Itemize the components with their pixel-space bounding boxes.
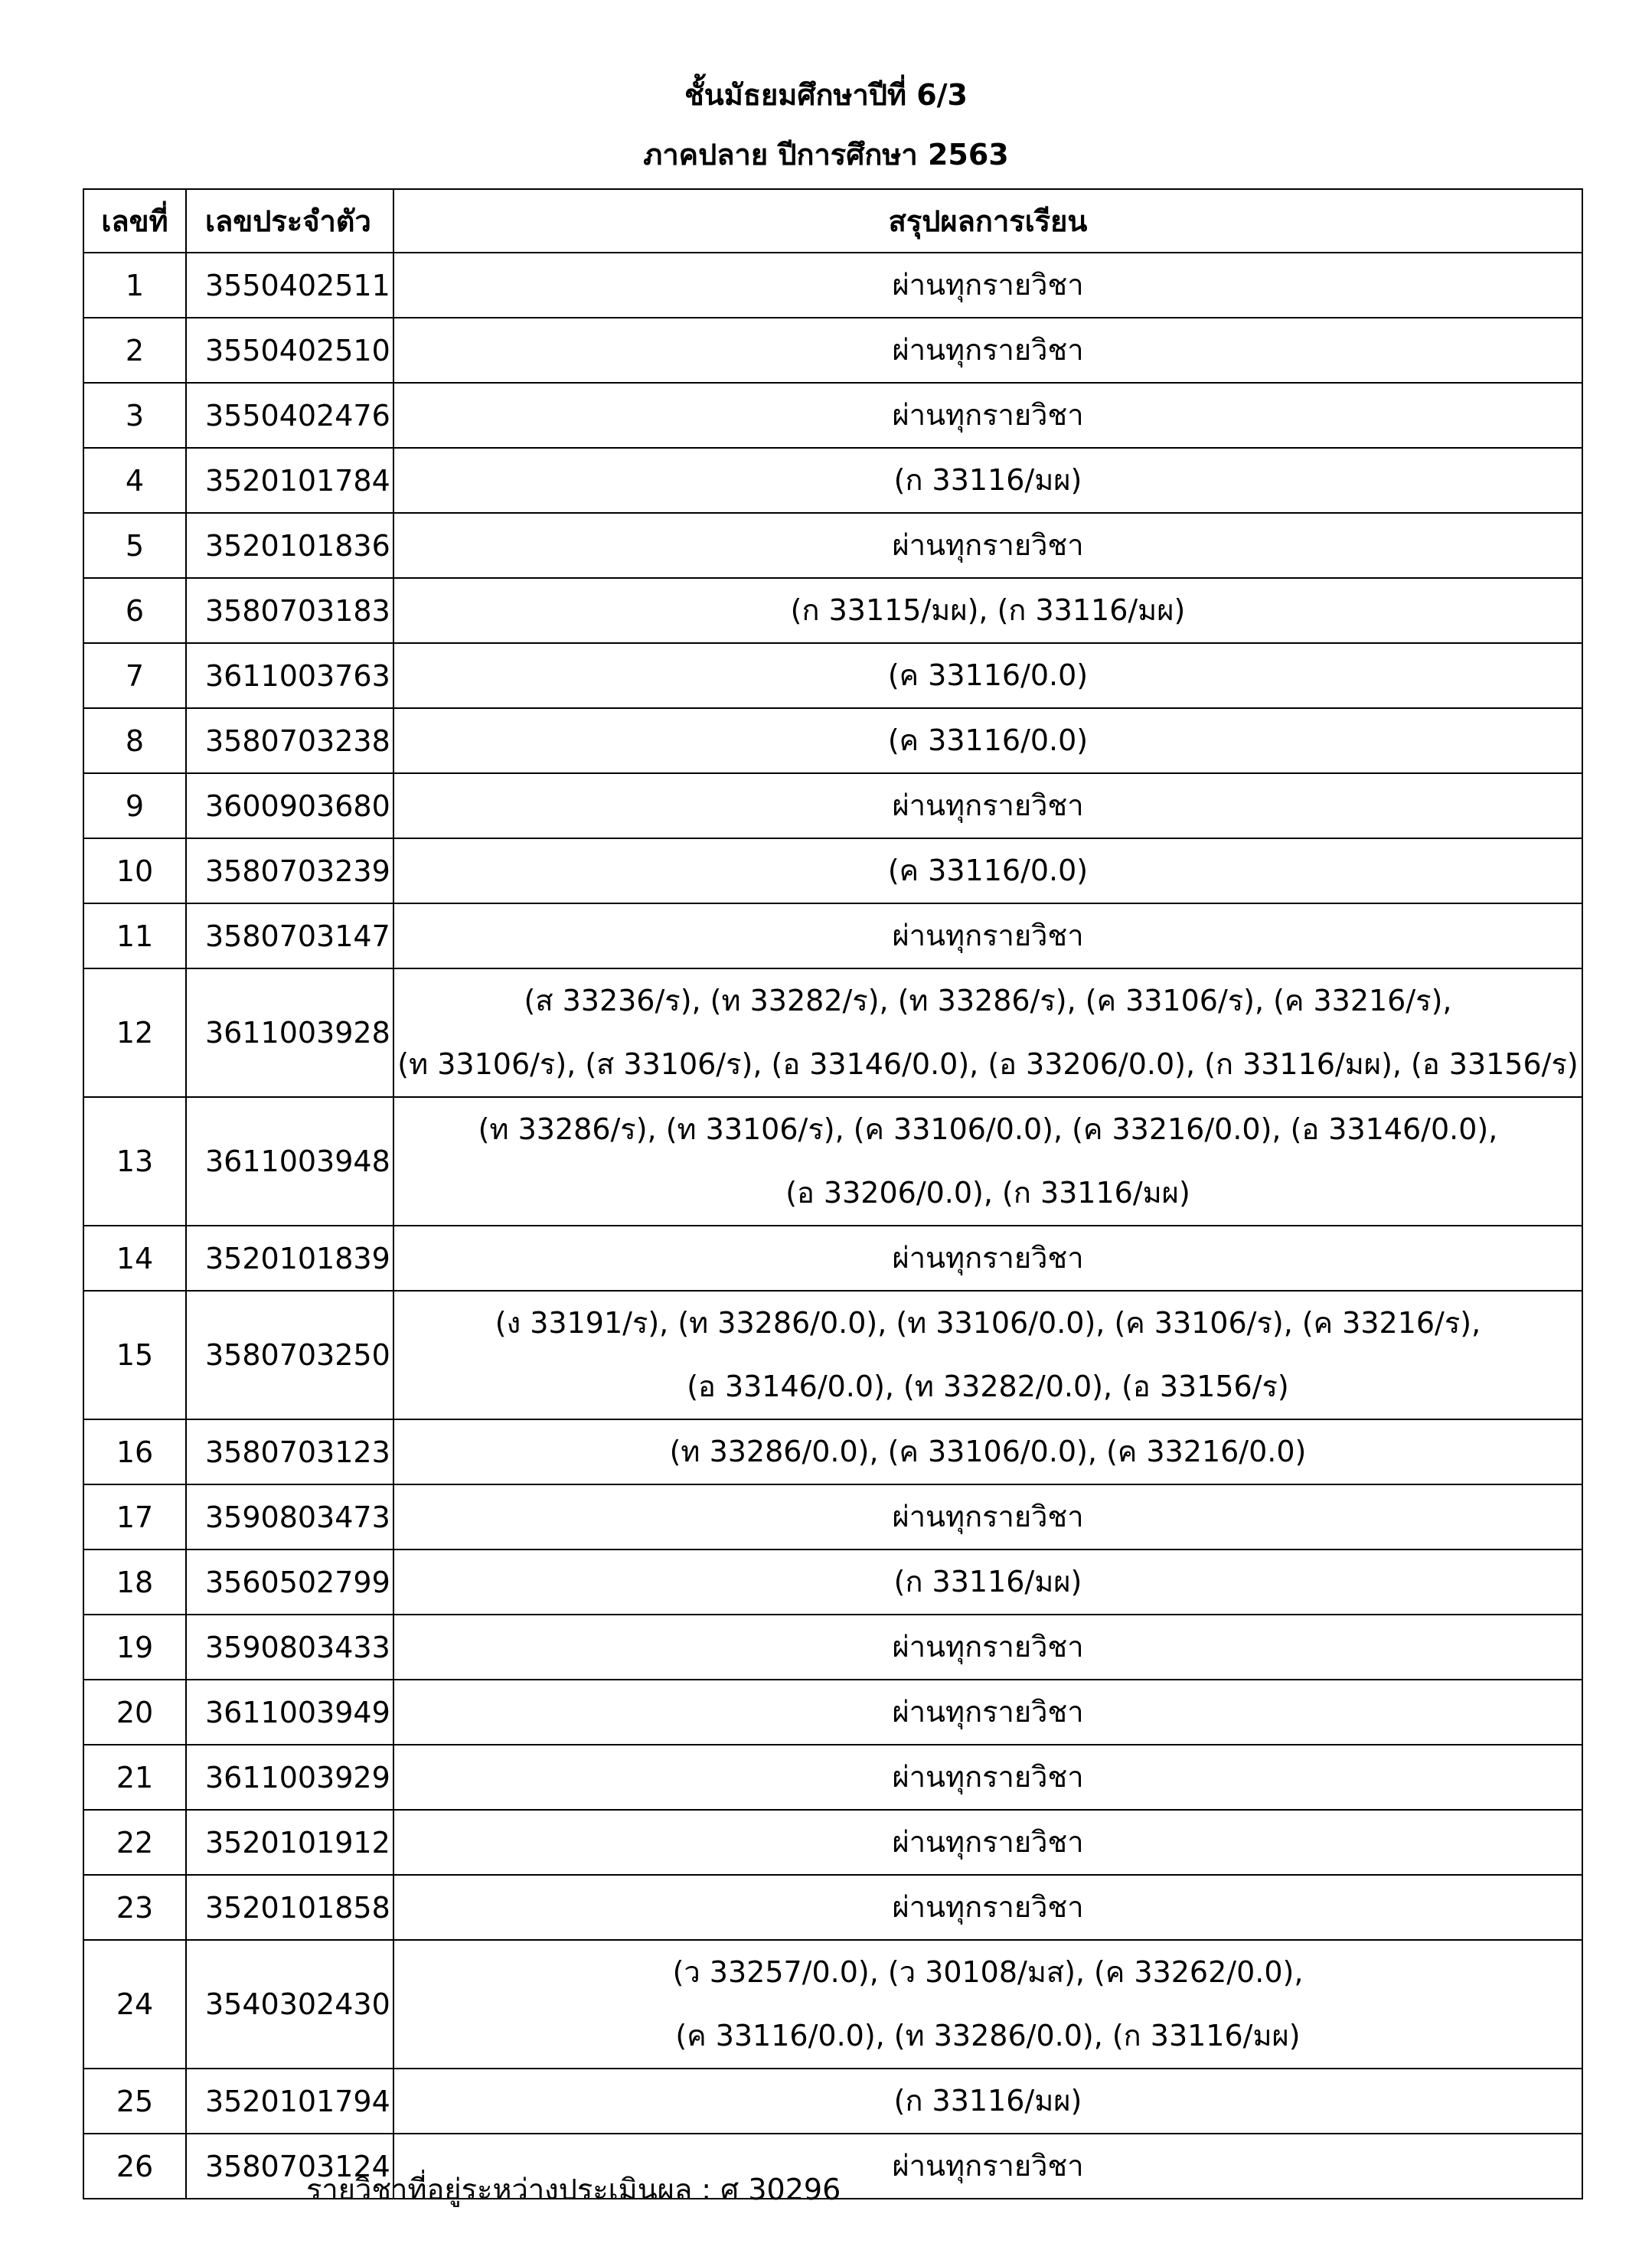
result-summary-cell (393, 1875, 1582, 1940)
student-id-cell: 3520101784 (186, 448, 393, 513)
result-summary-line: (ค 33116/0.0), (ท 33286/0.0), (ก 33116/มผ) (675, 2019, 1301, 2052)
row-number-cell: 5 (83, 513, 186, 578)
row-number-cell: 13 (83, 1097, 186, 1226)
table-row (83, 1549, 1582, 1615)
student-id-cell: 3611003928 (186, 968, 393, 1097)
row-number-cell: 9 (83, 773, 186, 838)
table-row (83, 838, 1582, 903)
student-id-cell: 3580703123 (186, 1419, 393, 1484)
result-summary-cell (393, 253, 1582, 318)
row-number-cell: 26 (83, 2134, 186, 2199)
table-row (83, 1419, 1582, 1484)
column-header-summary: สรุปผลการเรียน (393, 189, 1582, 253)
table-body (83, 253, 1582, 2199)
result-summary-line: (ค 33116/0.0) (887, 658, 1089, 692)
table-row (83, 1875, 1582, 1940)
result-summary-cell (393, 1097, 1582, 1226)
table-row (83, 1291, 1582, 1419)
result-summary-cell (393, 1940, 1582, 2069)
result-summary-cell (393, 708, 1582, 773)
result-summary-cell (393, 838, 1582, 903)
page-subtitle: ภาคปลาย ปีการศึกษา 2563 (643, 138, 1009, 171)
table-row (83, 1226, 1582, 1291)
result-summary-line: ผ่านทุกรายวิชา (892, 2149, 1084, 2183)
result-summary-line: ผ่านทุกรายวิชา (892, 1241, 1084, 1275)
result-summary-line: (ก 33116/มผ) (893, 1565, 1082, 1598)
result-summary-line: ผ่านทุกรายวิชา (892, 919, 1084, 952)
row-number-cell: 11 (83, 903, 186, 968)
student-id-cell: 3560502799 (186, 1549, 393, 1615)
table-row (83, 1810, 1582, 1875)
result-summary-cell (393, 903, 1582, 968)
row-number-cell: 23 (83, 1875, 186, 1940)
result-summary-cell (393, 1680, 1582, 1745)
result-summary-line: ผ่านทุกรายวิชา (892, 528, 1084, 562)
result-summary-cell (393, 2069, 1582, 2134)
table-row (83, 968, 1582, 1097)
result-summary-cell (393, 1419, 1582, 1484)
result-summary-line: ผ่านทุกรายวิชา (892, 333, 1084, 367)
result-summary-line: (ท 33106/ร), (ส 33106/ร), (อ 33146/0.0), (อ 33206/0.0), (ก 33116/มผ), (อ 33156/ร) (397, 1047, 1579, 1081)
page-title: ชั้นมัธยมศึกษาปีที่ 6/3 (684, 78, 968, 112)
table-row (83, 383, 1582, 448)
result-summary-line: (ก 33115/มผ), (ก 33116/มผ) (790, 593, 1186, 627)
student-id-cell: 3611003763 (186, 643, 393, 708)
table-row (83, 448, 1582, 513)
result-summary-cell (393, 1291, 1582, 1419)
row-number-cell: 24 (83, 1940, 186, 2069)
row-number-cell: 10 (83, 838, 186, 903)
table-header-row (83, 189, 1582, 253)
row-number-cell: 7 (83, 643, 186, 708)
table-row (83, 708, 1582, 773)
result-summary-cell (393, 578, 1582, 643)
result-summary-cell (393, 1810, 1582, 1875)
result-summary-cell (393, 318, 1582, 383)
table-row (83, 1940, 1582, 2069)
results-table (83, 188, 1583, 2199)
result-summary-line: ผ่านทุกรายวิชา (892, 789, 1084, 822)
student-id-cell: 3611003948 (186, 1097, 393, 1226)
result-summary-line: ผ่านทุกรายวิชา (892, 1760, 1084, 1794)
row-number-cell: 19 (83, 1615, 186, 1680)
row-number-cell: 3 (83, 383, 186, 448)
result-summary-line: (ส 33236/ร), (ท 33282/ร), (ท 33286/ร), (ค 33106/ร), (ค 33216/ร), (524, 984, 1452, 1017)
student-id-cell: 3520101839 (186, 1226, 393, 1291)
row-number-cell: 21 (83, 1745, 186, 1810)
student-id-cell: 3590803473 (186, 1484, 393, 1549)
student-id-cell: 3550402510 (186, 318, 393, 383)
result-summary-line: (ค 33116/0.0) (887, 723, 1089, 757)
table-row (83, 903, 1582, 968)
table-row (83, 773, 1582, 838)
student-id-cell: 3580703238 (186, 708, 393, 773)
result-summary-line: ผ่านทุกรายวิชา (892, 398, 1084, 432)
student-id-cell: 3550402511 (186, 253, 393, 318)
result-summary-line: (ค 33116/0.0) (887, 854, 1089, 887)
row-number-cell: 1 (83, 253, 186, 318)
result-summary-line: ผ่านทุกรายวิชา (892, 1695, 1084, 1729)
result-summary-line: (อ 33206/0.0), (ก 33116/มผ) (785, 1176, 1190, 1210)
table-row (83, 253, 1582, 318)
student-id-cell: 3600903680 (186, 773, 393, 838)
result-summary-line: ผ่านทุกรายวิชา (892, 1500, 1084, 1533)
row-number-cell: 6 (83, 578, 186, 643)
student-id-cell: 3580703183 (186, 578, 393, 643)
row-number-cell: 15 (83, 1291, 186, 1419)
student-id-cell: 3580703250 (186, 1291, 393, 1419)
result-summary-line: (ว 33257/0.0), (ว 30108/มส), (ค 33262/0.0), (672, 1955, 1304, 1989)
column-header-student-id: เลขประจำตัว (186, 189, 393, 253)
student-id-cell: 3520101794 (186, 2069, 393, 2134)
student-id-cell: 3580703124 (186, 2134, 393, 2199)
table-row (83, 1097, 1582, 1226)
pending-subjects-note: รายวิชาที่อยู่ระหว่างประเมินผล : ศ 30296 (306, 2173, 841, 2206)
row-number-cell: 8 (83, 708, 186, 773)
row-number-cell: 4 (83, 448, 186, 513)
row-number-cell: 17 (83, 1484, 186, 1549)
row-number-cell: 18 (83, 1549, 186, 1615)
result-summary-cell (393, 513, 1582, 578)
student-id-cell: 3540302430 (186, 1940, 393, 2069)
row-number-cell: 25 (83, 2069, 186, 2134)
table-row (83, 1745, 1582, 1810)
result-summary-cell (393, 448, 1582, 513)
table-row (83, 1615, 1582, 1680)
table-row (83, 1484, 1582, 1549)
student-id-cell: 3580703239 (186, 838, 393, 903)
result-summary-cell (393, 1549, 1582, 1615)
table-row (83, 1680, 1582, 1745)
result-summary-cell (393, 383, 1582, 448)
result-summary-line: (ก 33116/มผ) (893, 463, 1082, 497)
result-summary-cell (393, 1484, 1582, 1549)
result-summary-line: ผ่านทุกรายวิชา (892, 1630, 1084, 1664)
student-id-cell: 3590803433 (186, 1615, 393, 1680)
student-id-cell: 3611003949 (186, 1680, 393, 1745)
table-row (83, 318, 1582, 383)
column-header-number: เลขที่ (83, 189, 186, 253)
result-summary-cell (393, 643, 1582, 708)
result-summary-cell (393, 1745, 1582, 1810)
result-summary-line: (ง 33191/ร), (ท 33286/0.0), (ท 33106/0.0), (ค 33106/ร), (ค 33216/ร), (495, 1306, 1481, 1340)
table-row (83, 578, 1582, 643)
result-summary-line: ผ่านทุกรายวิชา (892, 268, 1084, 302)
student-id-cell: 3520101912 (186, 1810, 393, 1875)
row-number-cell: 20 (83, 1680, 186, 1745)
table-row (83, 2069, 1582, 2134)
student-id-cell: 3550402476 (186, 383, 393, 448)
student-id-cell: 3580703147 (186, 903, 393, 968)
row-number-cell: 22 (83, 1810, 186, 1875)
row-number-cell: 14 (83, 1226, 186, 1291)
result-summary-cell (393, 773, 1582, 838)
result-summary-line: ผ่านทุกรายวิชา (892, 1825, 1084, 1859)
table-row (83, 643, 1582, 708)
student-id-cell: 3520101836 (186, 513, 393, 578)
result-summary-line: (ก 33116/มผ) (893, 2084, 1082, 2118)
result-summary-cell (393, 1226, 1582, 1291)
row-number-cell: 12 (83, 968, 186, 1097)
result-summary-cell (393, 968, 1582, 1097)
student-id-cell: 3611003929 (186, 1745, 393, 1810)
result-summary-line: (ท 33286/ร), (ท 33106/ร), (ค 33106/0.0), (ค 33216/0.0), (อ 33146/0.0), (478, 1112, 1498, 1146)
result-summary-line: ผ่านทุกรายวิชา (892, 1890, 1084, 1924)
row-number-cell: 16 (83, 1419, 186, 1484)
student-id-cell: 3520101858 (186, 1875, 393, 1940)
result-summary-line: (อ 33146/0.0), (ท 33282/0.0), (อ 33156/ร) (687, 1370, 1289, 1403)
result-summary-cell (393, 1615, 1582, 1680)
table-row (83, 513, 1582, 578)
result-summary-line: (ท 33286/0.0), (ค 33106/0.0), (ค 33216/0.0) (669, 1435, 1307, 1468)
row-number-cell: 2 (83, 318, 186, 383)
